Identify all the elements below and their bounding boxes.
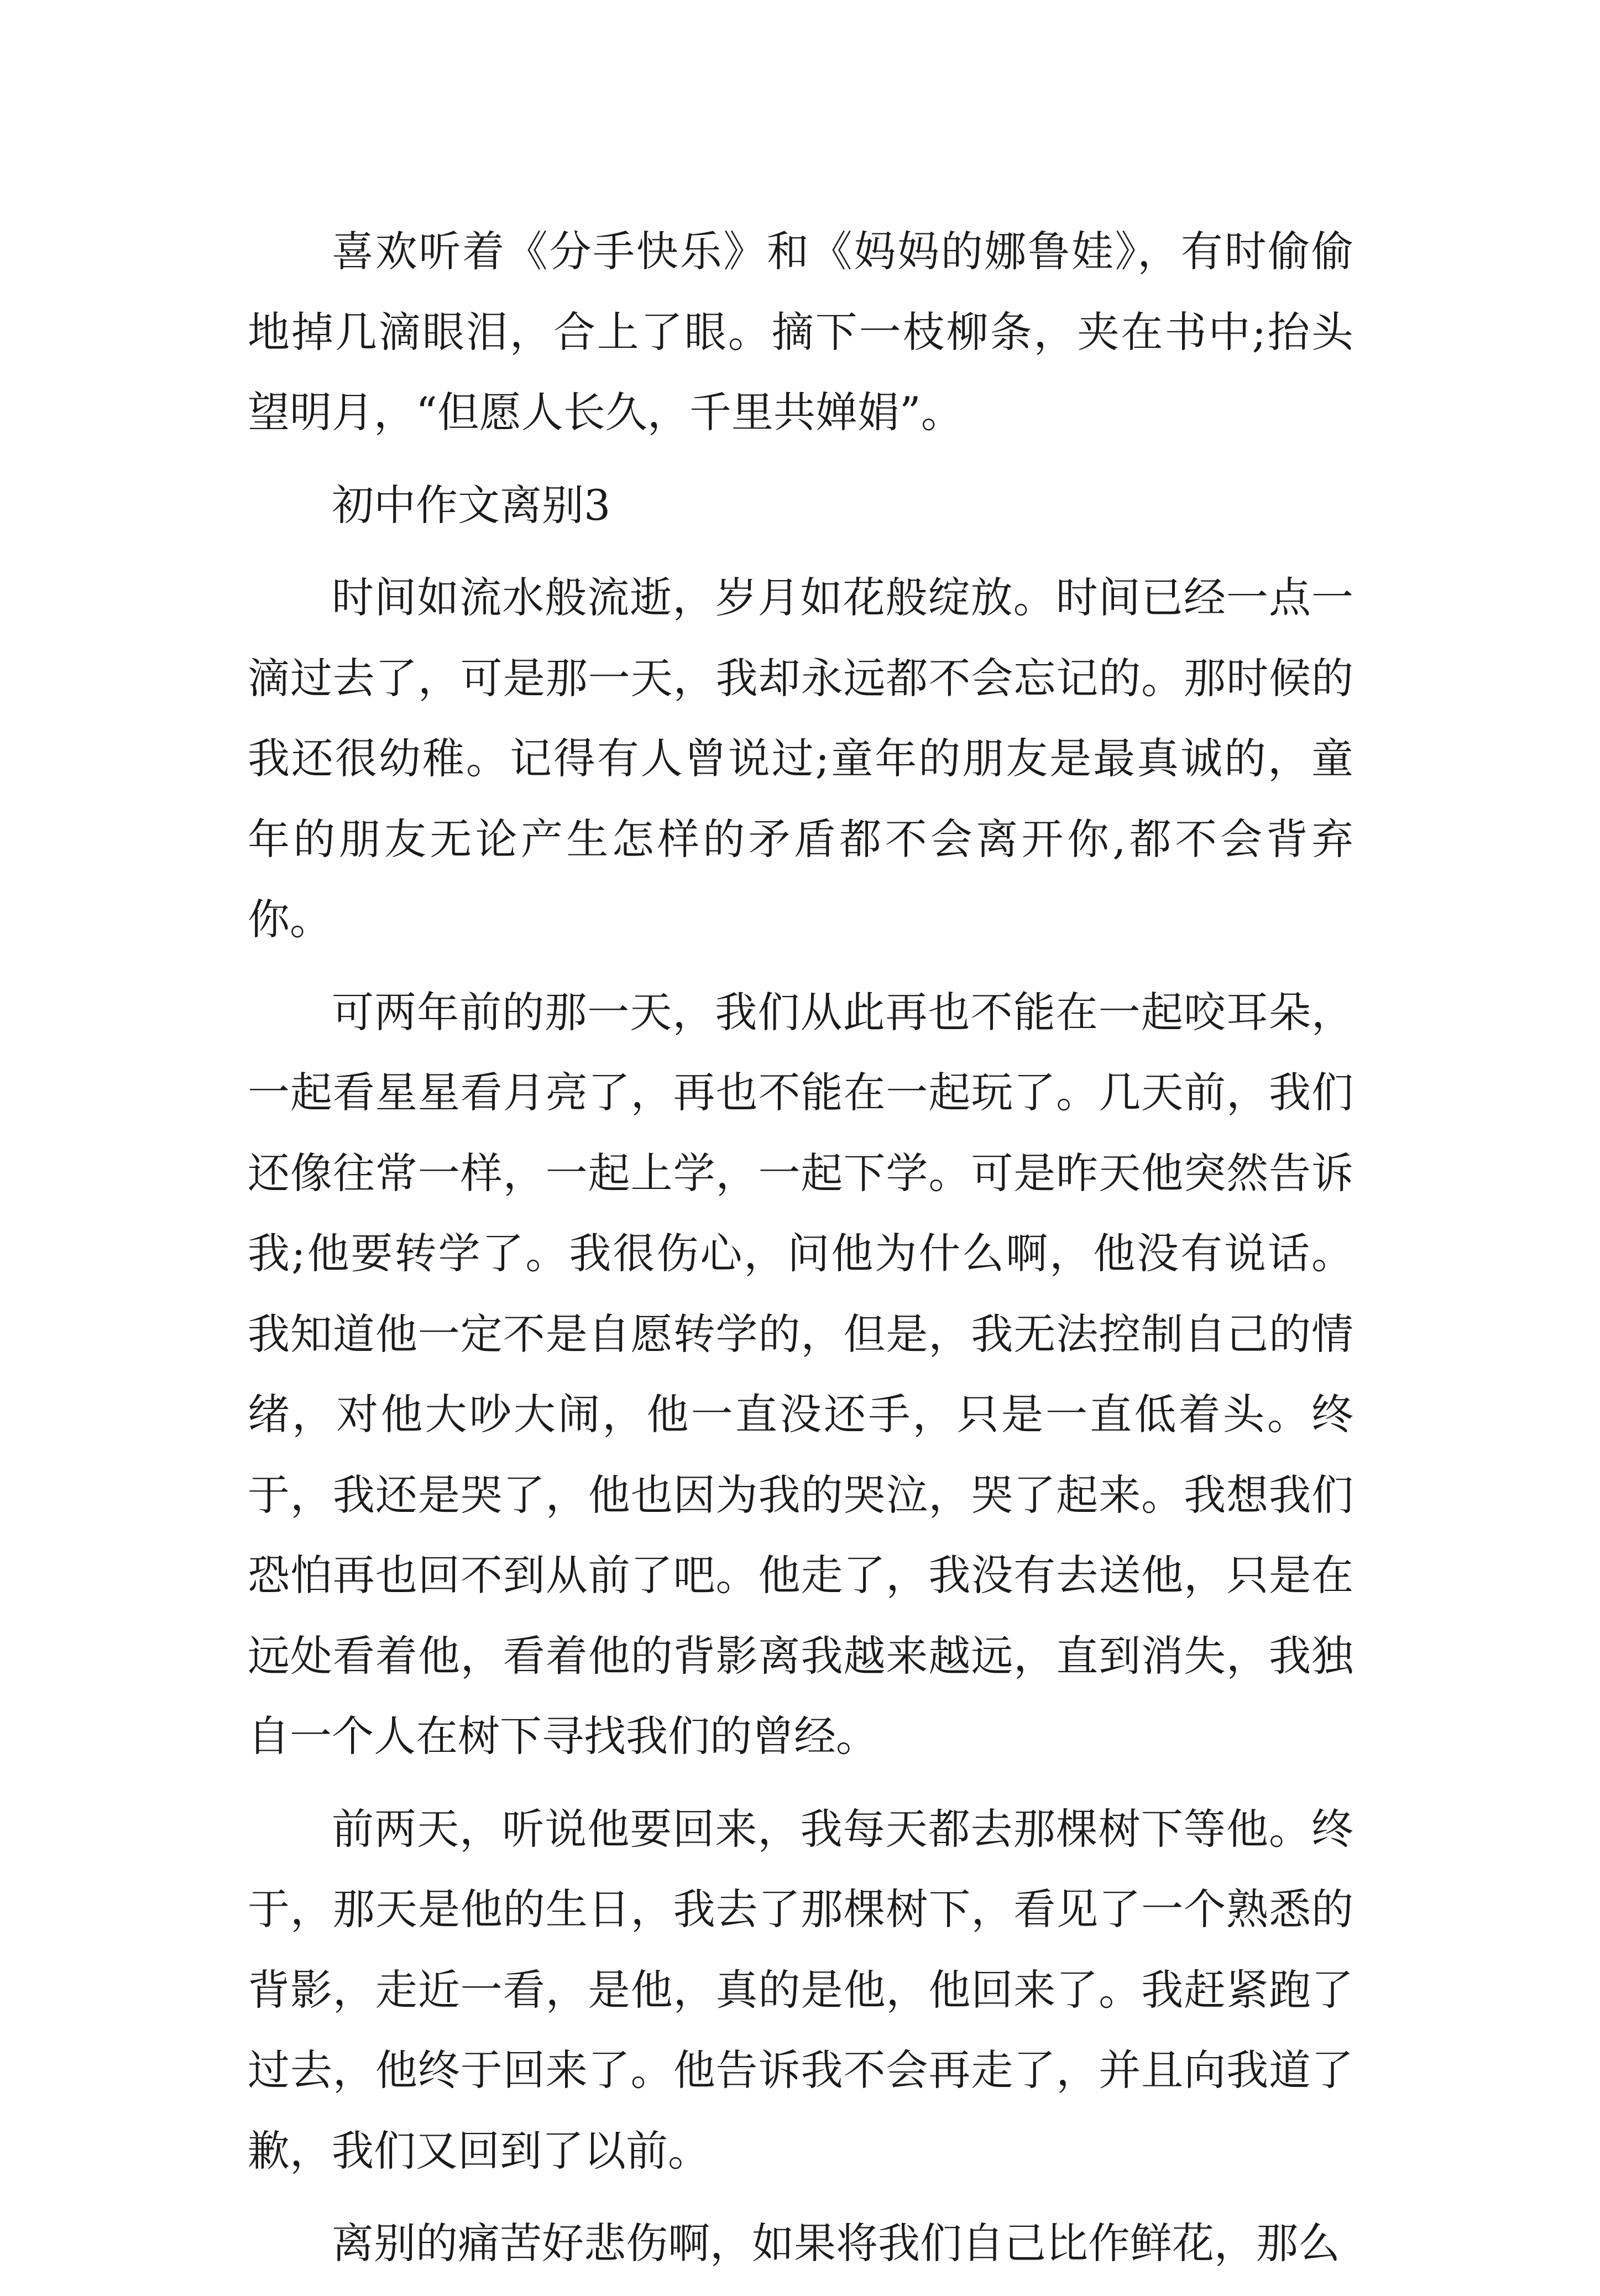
section-heading: 初中作文离别3 — [332, 480, 611, 530]
paragraph: 前两天，听说他要回来，我每天都去那棵树下等他。终于，那天是他的生日，我去了那棵树下，看见了一个熟悉的背影，走近一看，是他，真的是他，他回来了。我赶紧跑了过去，他终于回来了。他告诉我不会再走了，并且向我道了歉，我们又回到了以前。 — [248, 1804, 1353, 2175]
paragraph: 离别的痛苦好悲伤啊，如果将我们自己比作鲜花，那么 — [332, 2219, 1340, 2268]
paragraph: 可两年前的那一天，我们从此再也不能在一起咬耳朵，一起看星星看月亮了，再也不能在一起玩了。几天前，我们还像往常一样，一起上学，一起下学。可是昨天他突然告诉我;他要转学了。我很伤心，问他为什么啊，他没有说话。我知道他一定不是自愿转学的，但是，我无法控制自己的情绪，对他大吵大闹，他一直没还手，只是一直低着头。终于，我还是哭了，他也因为我的哭泣，哭了起来。我想我们恐怕再也回不到从前了吧。他走了，我没有去送他，只是在远处看着他，看着他的背影离我越来越远，直到消失，我独自一个人在树下寻找我们的曾经。 — [248, 987, 1353, 1761]
paragraph: 时间如流水般流逝，岁月如花般绽放。时间已经一点一滴过去了，可是那一天，我却永远都不会忘记的。那时候的我还很幼稚。记得有人曾说过;童年的朋友是最真诚的，童年的朋友无论产生怎样的矛盾都不会离开你,都不会背弃你。 — [248, 573, 1353, 944]
document-body — [248, 211, 1353, 2296]
paragraph: 喜欢听着《分手快乐》和《妈妈的娜鲁娃》，有时偷偷地掉几滴眼泪，合上了眼。摘下一枝柳条，夹在书中;抬头望明月，“但愿人长久，千里共婵娟”。 — [248, 227, 1353, 437]
